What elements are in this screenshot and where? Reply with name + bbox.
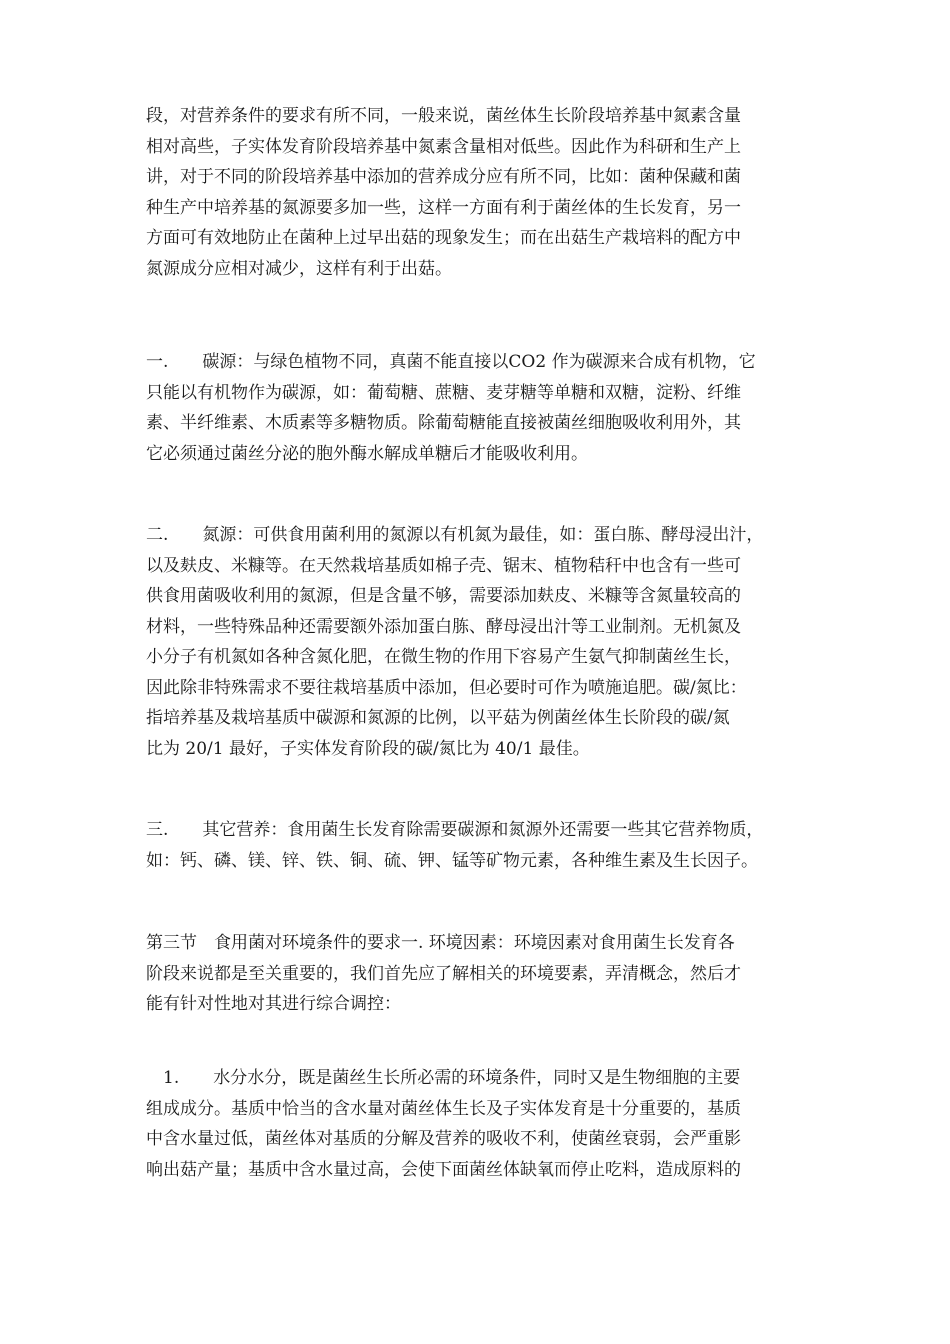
paragraph-water: [146, 1063, 826, 1185]
text-line: 三. 其它营养：食用菌生长发育除需要碳源和氮源外还需要一些其它营养物质，: [146, 820, 764, 840]
text-line: 段，对营养条件的要求有所不同，一般来说，菌丝体生长阶段培养基中氮素含量: [146, 106, 741, 126]
paragraph-nutrition-stage: [146, 101, 826, 284]
text-line: 1. 水分水分，既是菌丝生长所必需的环境条件，同时又是生物细胞的主要: [146, 1068, 741, 1088]
text-line: 氮源成分应相对减少，这样有利于出菇。: [146, 258, 452, 279]
text-line: 比为 20/1 最好，子实体发育阶段的碳/氮比为 40/1 最佳。: [146, 738, 590, 759]
text-line: 一. 碳源：与绿色植物不同，真菌不能直接以CO2 作为碳源来合成有机物，它: [146, 352, 756, 372]
text-line: 指培养基及栽培基质中碳源和氮源的比例，以平菇为例菌丝体生长阶段的碳/氮: [146, 708, 730, 728]
paragraph-other-nutrition: [146, 815, 826, 876]
text-line: 组成成分。基质中恰当的含水量对菌丝体生长及子实体发育是十分重要的，基质: [146, 1098, 741, 1119]
text-line: 材料，一些特殊品种还需要额外添加蛋白胨、酵母浸出汁等工业制剂。无机氮及: [146, 616, 741, 637]
text-line: 方面可有效地防止在菌种上过早出菇的现象发生；而在出菇生产栽培料的配方中: [146, 228, 741, 248]
text-line: 响出菇产量；基质中含水量过高，会使下面菌丝体缺氧而停止吃料，造成原料的: [146, 1159, 741, 1180]
text-line: 小分子有机氮如各种含氮化肥，在微生物的作用下容易产生氨气抑制菌丝生长，: [146, 647, 741, 667]
text-line: 第三节 食用菌对环境条件的要求一. 环境因素：环境因素对食用菌生长发育各: [146, 933, 735, 953]
text-line: 它必须通过菌丝分泌的胞外酶水解成单糖后才能吸收利用。: [146, 443, 588, 464]
text-line: 素、半纤维素、木质素等多糖物质。除葡萄糖能直接被菌丝细胞吸收利用外，其: [146, 413, 741, 433]
text-line: 供食用菌吸收利用的氮源，但是含量不够，需要添加麸皮、米糠等含氮量较高的: [146, 586, 741, 606]
text-line: 中含水量过低，菌丝体对基质的分解及营养的吸收不利，使菌丝衰弱，会严重影: [146, 1129, 741, 1149]
text-line: 阶段来说都是至关重要的，我们首先应了解相关的环境要素，弄清概念，然后才: [146, 963, 741, 984]
text-line: 能有针对性地对其进行综合调控：: [146, 994, 401, 1014]
text-line: 只能以有机物作为碳源，如：葡萄糖、蔗糖、麦芽糖等单糖和双糖，淀粉、纤维: [146, 382, 741, 403]
text-line: 二. 氮源：可供食用菌利用的氮源以有机氮为最佳，如：蛋白胨、酵母浸出汁，: [146, 525, 764, 545]
text-line: 如：钙、磷、镁、锌、铁、铜、硫、钾、锰等矿物元素，各种维生素及生长因子。: [146, 850, 758, 871]
text-line: 种生产中培养基的氮源要多加一些，这样一方面有利于菌丝体的生长发育，另一: [146, 197, 741, 218]
text-line: 相对高些，子实体发育阶段培养基中氮素含量相对低些。因此作为科研和生产上: [146, 136, 741, 157]
text-line: 以及麸皮、米糠等。在天然栽培基质如棉子壳、锯末、植物秸秆中也含有一些可: [146, 555, 741, 576]
text-line: 因此除非特殊需求不要往栽培基质中添加，但必要时可作为喷施追肥。碳/氮比：: [146, 677, 747, 698]
paragraph-carbon-source: [146, 347, 826, 469]
paragraph-section-three: [146, 928, 826, 1020]
paragraph-nitrogen-source: [146, 520, 826, 764]
text-line: 讲，对于不同的阶段培养基中添加的营养成分应有所不同，比如：菌种保藏和菌: [146, 167, 741, 187]
